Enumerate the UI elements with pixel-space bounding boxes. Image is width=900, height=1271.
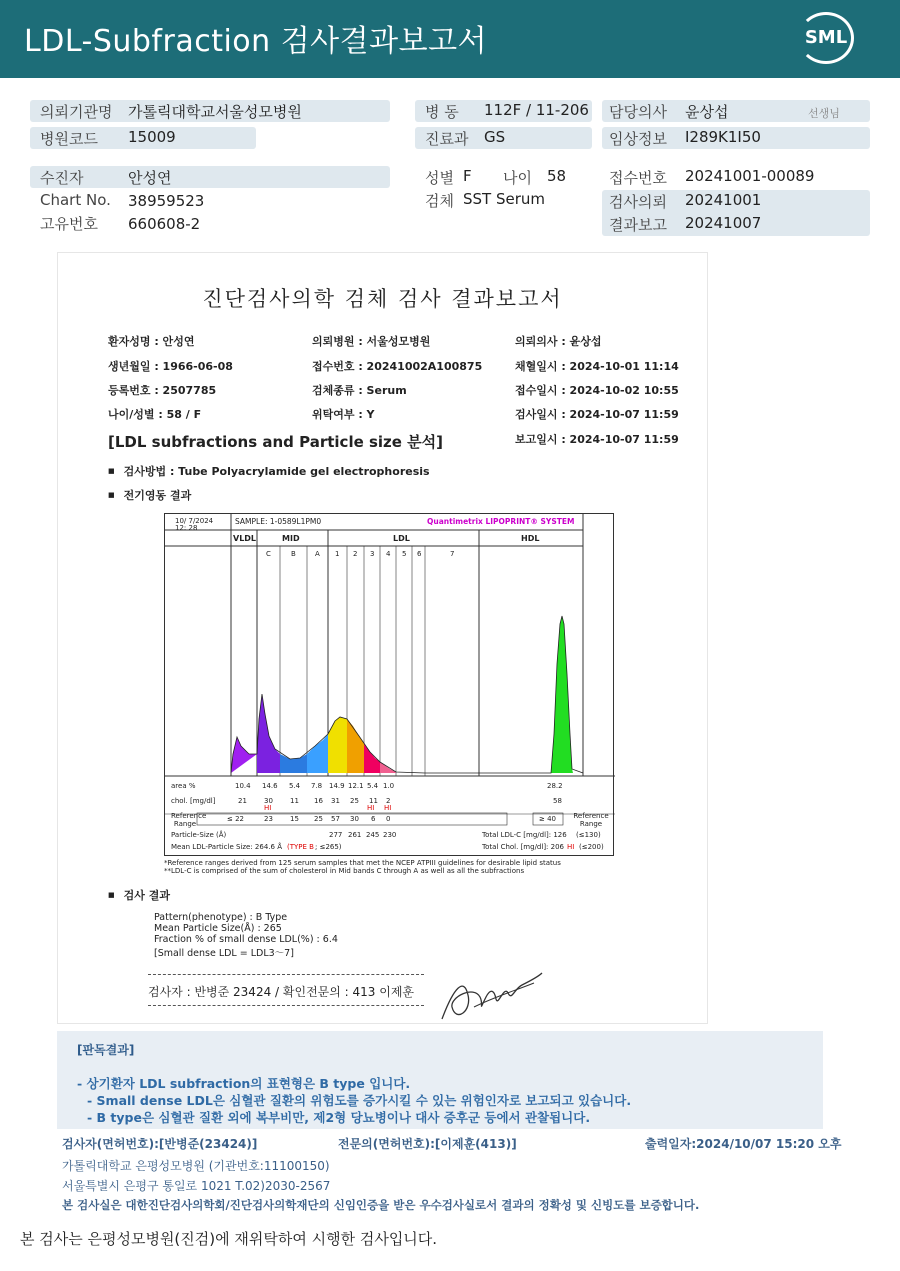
ref-c: 23: [264, 815, 273, 823]
band-5: 5: [402, 550, 407, 558]
meta-hospital: 가톨릭대학교 은평성모병원 (기관번호:11100150): [62, 1159, 330, 1173]
ref-1: 57: [331, 815, 340, 823]
chart-no-value: 38959523: [128, 192, 205, 210]
report-title: 진단검사의학 검체 검사 결과보고서: [202, 287, 563, 311]
field-specimen: 검체종류 : Serum: [312, 384, 407, 397]
meta-inspector: 검사자(면허번호):[반병준(23424)]: [62, 1137, 258, 1151]
area-4: 1.0: [383, 782, 395, 790]
group-mid: MID: [282, 534, 300, 543]
total-ldl: Total LDL-C [mg/dl]: 126: [482, 831, 567, 839]
uid-label: 고유번호: [40, 215, 98, 233]
ref-4: 0: [386, 815, 391, 823]
ref-b: 15: [290, 815, 299, 823]
mean-type-ref: ; ≤265): [315, 843, 342, 851]
clinical-label: 임상정보: [609, 130, 667, 148]
field-hospital: 의뢰병원 : 서울성모병원: [312, 335, 431, 348]
band-6: 6: [417, 550, 422, 558]
size-3: 245: [366, 831, 380, 839]
band-a: A: [315, 550, 320, 558]
chart-sample: SAMPLE: 1-0589L1PM0: [235, 517, 322, 526]
row-chol-label: chol. [mg/dl]: [171, 797, 216, 805]
clinical-value: I289K1I50: [685, 128, 761, 146]
result-definition: [Small dense LDL = LDL3～7]: [154, 948, 294, 959]
result-pattern: Pattern(phenotype) : B Type: [154, 912, 288, 923]
chol-4-flag: HI: [384, 804, 392, 812]
sig-line-bottom: [148, 1005, 424, 1006]
size-1: 277: [329, 831, 343, 839]
total-chol: Total Chol. [mg/dl]: 206: [482, 843, 564, 851]
recv-label: 접수번호: [609, 169, 667, 187]
area-b: 5.4: [289, 782, 301, 790]
signature-image: [434, 967, 544, 1027]
judgement-title: [판독결과]: [77, 1043, 135, 1057]
report-date-label: 결과보고: [609, 216, 667, 234]
ref-vldl: ≤ 22: [227, 815, 244, 823]
group-ldl: LDL: [393, 534, 410, 543]
field-name: 환자성명 : 안성연: [108, 335, 195, 348]
band-7: 7: [450, 550, 455, 558]
dept-label: 진료과: [425, 130, 469, 148]
chart-date: 10/ 7/2024: [175, 517, 214, 525]
req-date-label: 검사의뢰: [609, 193, 667, 211]
page-title: LDL-Subfraction 검사결과보고서: [24, 24, 488, 59]
judgement-line-2: - Small dense LDL은 심혈관 질환의 위험도를 증가시킬 수 있는 위험인자로 보고되고 있습니다.: [87, 1093, 632, 1108]
size-4: 230: [383, 831, 397, 839]
specimen-value: SST Serum: [463, 190, 546, 208]
electro-heading: ■ 전기영동 결과: [108, 487, 191, 503]
chol-vldl: 21: [238, 797, 247, 805]
age-label: 나이: [503, 169, 532, 187]
field-birth: 생년월일 : 1966-06-08: [108, 360, 233, 373]
req-org-label: 의뢰기관명: [40, 103, 113, 121]
hosp-code-value: 15009: [128, 128, 176, 146]
chol-4: 2: [386, 797, 391, 805]
report-date-value: 20241007: [685, 214, 762, 232]
area-3: 5.4: [367, 782, 379, 790]
chol-2: 25: [350, 797, 359, 805]
doctor-value: 윤상섭: [685, 103, 729, 121]
uid-value: 660608-2: [128, 215, 201, 233]
ref-3: 6: [371, 815, 376, 823]
field-doctor: 의뢰의사 : 윤상섭: [515, 335, 602, 348]
req-org-value: 가톨릭대학교서울성모병원: [128, 103, 302, 121]
sig-line-top: [148, 974, 424, 975]
area-2: 12.1: [348, 782, 364, 790]
specimen-label: 검체: [425, 192, 454, 210]
result-fraction: Fraction % of small dense LDL(%) : 6.4: [154, 934, 338, 945]
area-vldl: 10.4: [235, 782, 251, 790]
dept-value: GS: [484, 128, 506, 146]
total-chol-ref: (≤200): [579, 843, 604, 851]
chol-c: 30: [264, 797, 273, 805]
area-1: 14.9: [329, 782, 345, 790]
section-title: [LDL subfractions and Particle size 분석]: [108, 433, 444, 451]
field-age-sex: 나이/성별 : 58 / F: [108, 408, 202, 421]
patient-row: [30, 166, 390, 188]
band-4: 4: [386, 550, 391, 558]
meta-printed: 출력일자:2024/10/07 15:20 오후: [645, 1137, 842, 1151]
size-2: 261: [348, 831, 362, 839]
chol-b: 11: [290, 797, 299, 805]
chol-3: 11: [369, 797, 378, 805]
band-3: 3: [370, 550, 375, 558]
sex-value: F: [463, 167, 472, 185]
field-test-time: 검사일시 : 2024-10-07 11:59: [515, 408, 679, 421]
sex-label: 성별: [425, 169, 454, 187]
ref-2: 30: [350, 815, 359, 823]
recv-value: 20241001-00089: [685, 167, 815, 185]
method-line: ■ 검사방법 : Tube Polyacrylamide gel electrophoresis: [108, 463, 430, 479]
footnote-1: *Reference ranges derived from 125 serum samples that met the NCEP ATPIII guidelines for desirable lipid status: [164, 859, 561, 867]
doctor-label: 담당의사: [609, 103, 667, 121]
field-reg: 등록번호 : 2507785: [108, 384, 217, 397]
area-hdl: 28.2: [547, 782, 563, 790]
header-banner: [0, 0, 900, 78]
band-1: 1: [335, 550, 340, 558]
judgement-panel: [57, 1031, 823, 1129]
hosp-code-label: 병원코드: [40, 130, 98, 148]
total-chol-flag: HI: [567, 843, 575, 851]
row-size-label: Particle-Size (Å): [171, 831, 227, 839]
result-heading: ■ 검사 결과: [108, 887, 170, 903]
group-vldl: VLDL: [233, 534, 257, 543]
chart-system: Quantimetrix LIPOPRINT® SYSTEM: [427, 517, 575, 526]
mean-size: Mean LDL-Particle Size: 264.6 Å: [171, 843, 282, 851]
field-report-time: 보고일시 : 2024-10-07 11:59: [515, 433, 679, 446]
electrophoresis-chart: [164, 513, 614, 856]
age-value: 58: [547, 167, 567, 185]
chol-3-flag: HI: [367, 804, 375, 812]
ref-hdl: ≥ 40: [539, 815, 556, 823]
result-mean-size: Mean Particle Size(Å) : 265: [154, 923, 282, 934]
sml-logo: SML: [798, 12, 854, 64]
row-area-label: area %: [171, 782, 196, 790]
band-c: C: [266, 550, 271, 558]
patient-label: 수진자: [40, 169, 84, 187]
area-a: 7.8: [311, 782, 323, 790]
chart-time: 12: 28: [175, 524, 198, 532]
area-c: 14.6: [262, 782, 278, 790]
chol-hdl: 58: [553, 797, 562, 805]
group-hdl: HDL: [521, 534, 540, 543]
chol-c-flag: HI: [264, 804, 272, 812]
ward-value: 112F / 11-206: [484, 101, 589, 119]
meta-cert: 본 검사실은 대한진단검사의학회/진단검사의학재단의 신임인증을 받은 우수검사실로서 결과의 정확성 및 신빙도를 보증합니다.: [62, 1198, 700, 1212]
scanned-report: [57, 252, 708, 1024]
consignment-notice: 본 검사는 은평성모병원(진검)에 재위탁하여 시행한 검사입니다.: [20, 1230, 438, 1248]
row-ref-right: Reference Range: [573, 812, 609, 828]
judgement-line-3: - B type은 심혈관 질환 외에 복부비만, 제2형 당뇨병이나 대사 증후군 등에서 관찰됩니다.: [87, 1110, 591, 1125]
ward-label: 병 동: [425, 103, 459, 121]
field-recv-time: 접수일시 : 2024-10-02 10:55: [515, 384, 679, 397]
mean-type: (TYPE B: [287, 843, 314, 851]
field-recv: 접수번호 : 20241002A100875: [312, 360, 483, 373]
footnote-2: **LDL-C is comprised of the sum of cholesterol in Mid bands C through A as well as all the subfractions: [164, 867, 525, 875]
total-ldl-ref: (≤130): [576, 831, 601, 839]
req-date-value: 20241001: [685, 191, 762, 209]
row-ref-label: Reference Range: [171, 812, 207, 828]
signer-line: 검사자 : 반병준 23424 / 확인전문의 : 413 이제훈: [148, 985, 415, 999]
band-2: 2: [353, 550, 358, 558]
doctor-suffix: 선생님: [808, 107, 840, 120]
chol-a: 16: [314, 797, 323, 805]
band-b: B: [291, 550, 296, 558]
meta-specialist: 전문의(면허번호):[이제훈(413)]: [338, 1137, 517, 1151]
chol-1: 31: [331, 797, 340, 805]
meta-address: 서울특별시 은평구 통일로 1021 T.02)2030-2567: [62, 1179, 331, 1193]
judgement-line-1: - 상기환자 LDL subfraction의 표현형은 B type 입니다.: [77, 1076, 411, 1091]
ref-a: 25: [314, 815, 323, 823]
patient-value: 안성연: [128, 169, 172, 187]
field-consign: 위탁여부 : Y: [312, 408, 375, 421]
chart-no-label: Chart No.: [40, 191, 111, 209]
field-collect: 채혈일시 : 2024-10-01 11:14: [515, 360, 679, 373]
